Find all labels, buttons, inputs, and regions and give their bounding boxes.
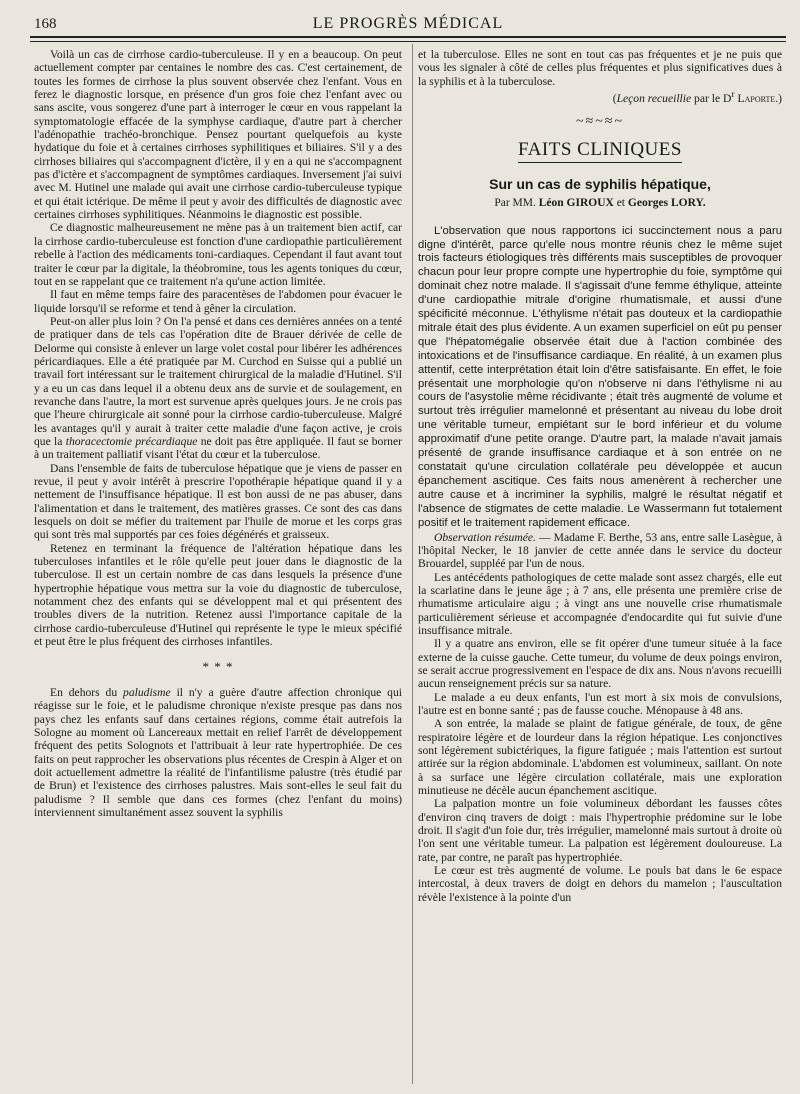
paragraph-tail: il n'y a guère d'autre affection chronique qui réagisse sur le foie, et le paludisme chronique n'existe presque pas dans nos pays chez les enfants sauf dans certaines régions, comme était autrefois la Sologne au moment où Lancereaux mettait en relief l'arrêt de développement fréquent des petits Solognots et l'attribuait à leur rate hypertrophiée. De ces faits on peut rapprocher les observations plus récentes de Crespin à Alger et on doit actuellement admettre la réalité de l'infantilisme palustre (très étudié par de Brun) et l'existence des cirrhoses palustres. Mais sont-elles le seul fait du paludisme ? Il semble que dans ces formes (chez l'enfant du moins) interviennent simultanément assez souvent la syphilis xyxy=(34,685,402,819)
paragraph: Le cœur est très augmenté de volume. Le pouls bat dans le 6e espace intercostal, à deux travers de doigt en dehors du mamelon ; l'auscultation révèle l'existence à la pointe d'un xyxy=(418,864,782,904)
paragraph-text: En dehors du xyxy=(50,685,124,699)
credit-text: par le D xyxy=(691,91,732,105)
observation-label: Observation résumée. xyxy=(434,530,536,544)
article-intro xyxy=(418,225,782,531)
paragraph-text: Peut-on aller plus loin ? On l'a pensé et dans ces dernières années on a tenté de pratiquer dans de tels cas l'opération dite de Brauer dérivée de celle de Delorme qui consiste à enlever un large volet costal pour libérer les adhérences péricardiaques. Elle a été pratiquée par M. Curchod en Suisse qui a publié un travail fort intéressant sur le traitement chirurgical de la maladie d'Hutinel. S'il y a eu un cas dans lequel il a obtenu deux ans de survie et de soulagement, en revanche dans l'autre, la mort est survenue après quelques jours. Je ne crois pas que l'heure chirurgicale ait sonné pour la cirrhose cardio-tuberculeuse. Malgré les avantages qu'il y aurait à traiter cette maladie d'une façon active, je crois que la xyxy=(34,314,402,448)
ornament-divider: ~≈~≈~ xyxy=(575,114,625,130)
paragraph: Les antécédents pathologiques de cette malade sont assez chargés, elle eut la scarlatine dans le jeune âge ; à 7 ans, elle présenta une première crise de rhumatisme articulaire aigu ; à vingt ans une nouvelle crise rhumatismale particulièrement sérieuse et accompagnée d'endocardite qui fut suivie d'une insuffisance mitrale. xyxy=(418,570,782,637)
header-rule xyxy=(30,36,786,42)
paragraph: Le malade a eu deux enfants, l'un est mort à six mois de convulsions, l'autre est en bonne santé ; pas de fausse couche. Ménopause à 48 ans. xyxy=(418,690,782,718)
observation-text: — Madame F. Berthe, 53 ans, entre salle Lasègue, à l'hôpital Necker, le 18 janvier de cette année dans le service du docteur Brouardel, suppléé par l'un de nous. xyxy=(418,530,782,571)
paragraph: Dans l'ensemble de faits de tuberculose hépatique que je viens de passer en revue, il peut y avoir intérêt à prescrire l'opothérapie hépatique quand il y a nettement de l'insuffisance hépatique. Il est bon aussi de ne pas abuser, dans l'alimentation et dans le traitement, des matières grasses. Ce sont des cas dans lesquels on doit se méfier du traitement par l'huile de morue et les corps gras qui sont très mal supportés par ces foies dégénérés et graisseux. xyxy=(34,461,402,542)
column-divider xyxy=(412,44,413,1084)
paragraph: L'observation que nous rapportons ici succinctement nous a paru digne d'intérêt, parce qu'elle nous montre réunis chez le même sujet trois facteurs étiologiques très différents mais susceptibles de provoquer chacun pour leur propre compte une hypertrophie du foie, symptôme qui dominait chez notre malade. Il s'agissait d'une femme éthylique, atteinte d'une cardiopathie mitrale d'origine rhumatismale, et aussi d'une spécificité méconnue. L'éthylisme n'était pas douteux et la cardiopathie mitrale était des plus évidente. A un examen superficiel on eût pu penser que l'hépatomégalie observée était due à l'action combinée des intoxications et de l'insuffisance cardiaque. En réalité, à un examen plus attentif, cette interprétation était loin d'être satisfaisante. En effet, le foie présentait une morphologie qu'on n'observe ni dans l'éthylisme ni au cours de l'asystolie même récidivante ; était très augmenté de volume et surtout très irrégulier mamelonné et présentant au niveau du lobe droit une véritable tumeur, empiétant sur le bord inférieur et du volume approximatif d'une petite orange. D'autre part, la malade n'avait jamais présenté de grande insuffisance cardiaque et à son entrée on ne constatait qu'une circulation collatérale peu développée et aucun épanchement ascitique. Ces faits nous amenèrent à rechercher une autre cause et à incriminer la syphilis, malgré le résultat négatif et l'absence de stigmates de cette maladie. Le Wassermann fut totalement positif et le traitement rapidement efficace. xyxy=(418,224,782,529)
authors-and: et xyxy=(613,197,628,210)
credit-name: Laporte. xyxy=(734,91,779,105)
section-title-text: FAITS CLINIQUES xyxy=(518,139,682,163)
paragraph: La palpation montre un foie volumineux débordant les fausses côtes d'environ cinq travers de doigt : mais l'hypertrophie prédomine sur le lobe droit. Il s'agit d'un foie dur, très irrégulier, mamelonné mais surtout à droite où l'on sent une véritable tumeur. La palpation est légèrement douloureuse. La rate, par contre, ne paraît pas hypertrophiée. xyxy=(418,797,782,864)
article-title: Sur un cas de syphilis hépatique, xyxy=(489,175,711,192)
paragraph: Il y a quatre ans environ, elle se fit opérer d'une tumeur située à la face externe de la cuisse gauche. Cette tumeur, du volume de deux poings environ, se serait accrue progressivement en l'espace de dix ans. Nous n'avons recueilli aucun renseignement précis sur sa nature. xyxy=(418,637,782,691)
paragraph: Il faut en même temps faire des paracentèses de l'abdomen pour évacuer le liquide lorsqu'il se reforme et tend à gêner la circulation. xyxy=(34,288,402,315)
italic-term: thoracectomie précardiaque xyxy=(65,434,198,448)
paragraph-tail: ne doit pas être appliquée. Il faut se borner à un traitement palliatif visant l'état du cœur et la tuberculose. xyxy=(34,434,402,462)
paragraph xyxy=(34,686,402,819)
lecture-credit: (Leçon recueillie par le $D^r$ Laporte.) xyxy=(612,89,782,105)
paragraph: Retenez en terminant la fréquence de l'altération hépatique dans les tuberculoses infantiles et le rôle qu'elle peut jouer dans le diagnostic de la tuberculose. Il est un certain nombre de cas dans lesquels la présence d'une hypertrophie hépatique vous mettra sur la voie du diagnostic de tuberculose, notamment chez des enfants qui se développent mal et qui présentent des troubles divers de la nutrition. Retenez aussi l'importance capitale de la cirrhose cardio-tuberculeuse d'Hutinel qui représente le type le mieux spécifié et peut être le plus fréquent des cirrhoses infantiles. xyxy=(34,541,402,649)
journal-title: LE PROGRÈS MÉDICAL xyxy=(312,15,504,32)
credit-sup: r xyxy=(731,89,735,101)
paragraph-continuation: et la tuberculose. Elles ne sont en tout cas pas fréquentes et je ne puis que vous les signaler à côté de celles plus fréquentes et plus significatives dues à la syphilis et à la tuberculose. xyxy=(418,48,782,88)
paragraph: Voilà un cas de cirrhose cardio-tuberculeuse. Il y en a beaucoup. On peut actuellement compter par centaines le nombre des cas. C'est certainement, de toutes les formes de cirrhose la plus souvent observée chez l'enfant. Vous en ferez le diagnostic lorsque, en présence d'un gros foie chez l'enfant avec ou sans ascite, vous songerez d'une part à interroger le cœur en vous rappelant la symptomatologie effacée de la symphyse cardiaque, d'autre part à chercher l'adénopathie trachéo-bronchique. Pensez pourtant quelquefois au kyste hydatique du foie et à certaines cirrhoses syphilitiques et biliaires. S'il y a des cirrhoses biliaires qui s'accompagnent d'ictère, il y en a qui ne s'accompagnent pas d'ictère et s'accompagnent de symptômes cardiaques. Inversement j'ai suivi avec M. Hutinel une malade qui avait une cirrhose cardio-tuberculeuse typique et qui était ictérique. De même il peut y avoir des difficultés de diagnostic avec certaines cirrhoses syphilitiques. Néanmoins le diagnostic est possible. xyxy=(34,48,402,222)
credit-italic: Leçon recueillie xyxy=(616,91,692,105)
paragraph: Ce diagnostic malheureusement ne mène pas à un traitement bien actif, car la cirrhose cardio-tuberculeuse est fonction d'une cardiopathie particulièrement rebelle à l'action des médicaments toni-cardiaques. Cependant il faut avant tout traiter le cœur par la digitale, la théobromine, tous les agents toniques du cœur, tout en se rappelant que ce traitement n'a qu'une action limitée. xyxy=(34,221,402,288)
left-column xyxy=(34,48,402,819)
paragraph xyxy=(34,315,402,462)
authors-prefix: Par MM. xyxy=(494,197,539,210)
author-name: Georges LORY. xyxy=(627,197,706,210)
section-separator-stars: * * * xyxy=(202,659,234,675)
italic-term: paludisme xyxy=(123,685,171,699)
author-name: Léon GIROUX xyxy=(538,197,614,210)
page-number: 168 xyxy=(34,16,57,32)
section-title xyxy=(418,138,782,160)
right-column xyxy=(418,48,782,904)
paragraph: A son entrée, la malade se plaint de fatigue générale, de toux, de gêne respiratoire légère et de lourdeur dans la région hépatique. Les conjonctives sont légèrement subictériques, la figure fatiguée ; mais l'attention est surtout attirée sur la région abdominale. L'abdomen est volumineux, saillant. On note à sa surface une légère circulation collatérale, mais une exploration minutieuse ne décèle aucun épanchement ascitique. xyxy=(418,717,782,798)
article-authors xyxy=(418,197,782,210)
observation-paragraph xyxy=(418,531,782,571)
